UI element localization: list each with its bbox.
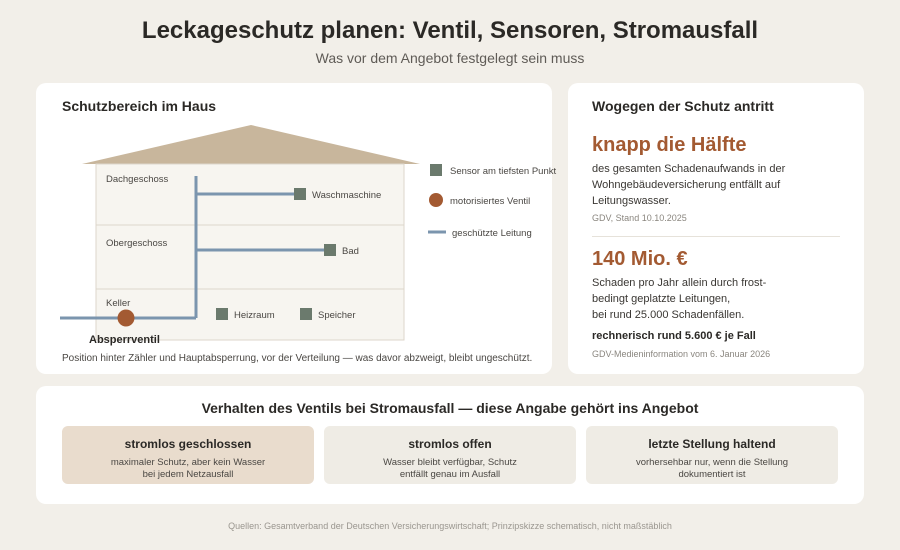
page-subtitle: Was vor dem Angebot festgelegt sein muss [315,50,585,66]
option-description-line: entfällt genau im Ausfall [399,469,501,480]
stat-frost-per-case: rechnerisch rund 5.600 € je Fall [592,330,756,342]
sensor-label-washing-machine: Waschmaschine [312,190,382,201]
option-title: letzte Stellung haltend [648,437,776,451]
legend-valve-swatch [429,193,443,207]
sensor-label-heating-room: Heizraum [234,310,275,321]
option-description [62,457,314,481]
legend-pipe-label: geschützte Leitung [452,228,532,239]
stats-card-title: Wogegen der Schutz antritt [592,98,774,114]
option-description-line: vorhersehbar nur, wenn die Stellung [635,457,789,468]
option-normally-open [324,426,576,484]
option-description-line: bei jedem Netzausfall [142,469,234,480]
stat-frost-line: Schaden pro Jahr allein durch frost- [592,277,767,289]
floor-label-basement: Keller [106,298,131,309]
stat-half-line: Leitungswasser. [592,195,671,207]
sensor-washing-machine [294,188,306,200]
legend-sensor-label: Sensor am tiefsten Punkt [450,166,557,177]
floor-label-upper: Obergeschoss [106,238,168,249]
stat-frost-description [592,275,766,323]
sensor-label-storage: Speicher [318,310,356,321]
sensor-storage [300,308,312,320]
option-hold-last-position [586,426,838,484]
legend-sensor-swatch [430,164,442,176]
house-card-title: Schutzbereich im Haus [62,98,217,114]
shutoff-valve-label: Absperrventil [89,334,160,346]
stat-half-line: Wohngebäudeversicherung entfällt auf [592,179,781,191]
stat-half-value: knapp die Hälfte [592,134,747,156]
option-description-line: dokumentiert ist [678,469,746,480]
stat-half-source: GDV, Stand 10.10.2025 [592,213,687,223]
option-description [586,457,838,481]
house-caption: Position hinter Zähler und Hauptabsperrung, vor der Verteilung — was davor abzweigt, bleibt ungeschützt. [62,353,533,364]
stat-half-line: des gesamten Schadenaufwands in der [592,163,786,175]
sensor-heating-room [216,308,228,320]
legend-valve-label: motorisiertes Ventil [450,196,531,207]
shutoff-valve [118,310,135,327]
page-title: Leckageschutz planen: Ventil, Sensoren, Stromausfall [141,17,759,44]
option-normally-closed [62,426,314,484]
sensor-label-bath: Bad [342,246,359,257]
stat-half-description [592,161,785,209]
option-description-line: Wasser bleibt verfügbar, Schutz [383,457,517,468]
option-title: stromlos offen [408,437,492,451]
stat-frost-value: 140 Mio. € [592,248,688,270]
power-failure-title: Verhalten des Ventils bei Stromausfall — diese Angabe gehört ins Angebot [201,400,699,416]
stat-frost-line: bedingt geplatzte Leitungen, [592,293,731,305]
option-title: stromlos geschlossen [124,437,252,451]
sensor-bath [324,244,336,256]
sources-footer: Quellen: Gesamtverband der Deutschen Versicherungswirtschaft; Prinzipskizze schematisch, nicht maßstäblich [228,521,672,531]
stat-frost-line: bei rund 25.000 Schadenfällen. [592,309,745,321]
stats-divider [592,236,840,237]
house-roof [82,125,420,164]
option-description-line: maximaler Schutz, aber kein Wasser [110,457,266,468]
floor-label-attic: Dachgeschoss [106,174,169,185]
option-description [324,457,576,481]
stat-frost-source: GDV-Medieninformation vom 6. Januar 2026 [592,349,771,359]
